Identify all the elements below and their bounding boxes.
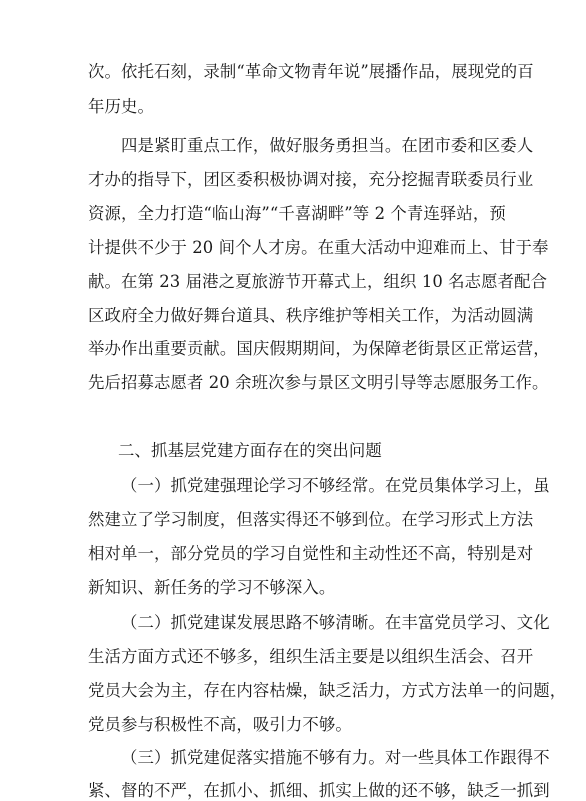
- paragraph-line: 区政府全力做好舞台道具、秩序维护等相关工作，为活动圆满: [88, 306, 534, 325]
- section-heading: 二、抓基层党建方面存在的突出问题: [118, 441, 382, 460]
- paragraph-line: 资源，全力打造“临山海”“千喜湖畔”等 2 个青连驿站，预: [88, 204, 506, 223]
- paragraph-line: 计提供不少于 20 间个人才房。在重大活动中迎难而上、甘于奉: [88, 238, 549, 257]
- paragraph-line: （三）抓党建促落实措施不够有力。对一些具体工作跟得不: [121, 748, 550, 767]
- paragraph-line: 新知识、新任务的学习不够深入。: [88, 578, 336, 597]
- paragraph-line: 党员大会为主，存在内容枯燥，缺乏活力，方式方法单一的问题，: [88, 681, 567, 700]
- paragraph-line: 紧、督的不严，在抓小、抓细、抓实上做的还不够，缺乏一抓到: [88, 781, 550, 800]
- paragraph-line: 相对单一，部分党员的学习自觉性和主动性还不高，特别是对: [88, 544, 534, 563]
- paragraph-line: 先后招募志愿者 20 余班次参与景区文明引导等志愿服务工作。: [88, 373, 549, 392]
- paragraph-line: 党员参与积极性不高，吸引力不够。: [88, 715, 352, 734]
- paragraph-line: 次。依托石刻，录制“革命文物青年说”展播作品，展现党的百: [88, 62, 534, 81]
- paragraph-line: 生活方面方式还不够多，组织生活主要是以组织生活会、召开: [88, 647, 534, 666]
- paragraph-line: 然建立了学习制度，但落实得还不够到位。在学习形式上方法: [88, 510, 534, 529]
- paragraph-line: 才办的指导下，团区委积极协调对接，充分挖掘青联委员行业: [88, 170, 534, 189]
- paragraph-line: 举办作出重要贡献。国庆假期期间，为保障老街景区正常运营，: [88, 339, 550, 358]
- paragraph-line: 年历史。: [88, 97, 154, 116]
- paragraph-line: （二）抓党建谋发展思路不够清晰。在丰富党员学习、文化: [121, 613, 550, 632]
- paragraph-line: （一）抓党建强理论学习不够经常。在党员集体学习上，虽: [121, 476, 550, 495]
- paragraph-line: 献。在第 23 届港之夏旅游节开幕式上，组织 10 名志愿者配合: [88, 272, 548, 291]
- paragraph-line: 四是紧盯重点工作，做好服务勇担当。在团市委和区委人: [121, 136, 534, 155]
